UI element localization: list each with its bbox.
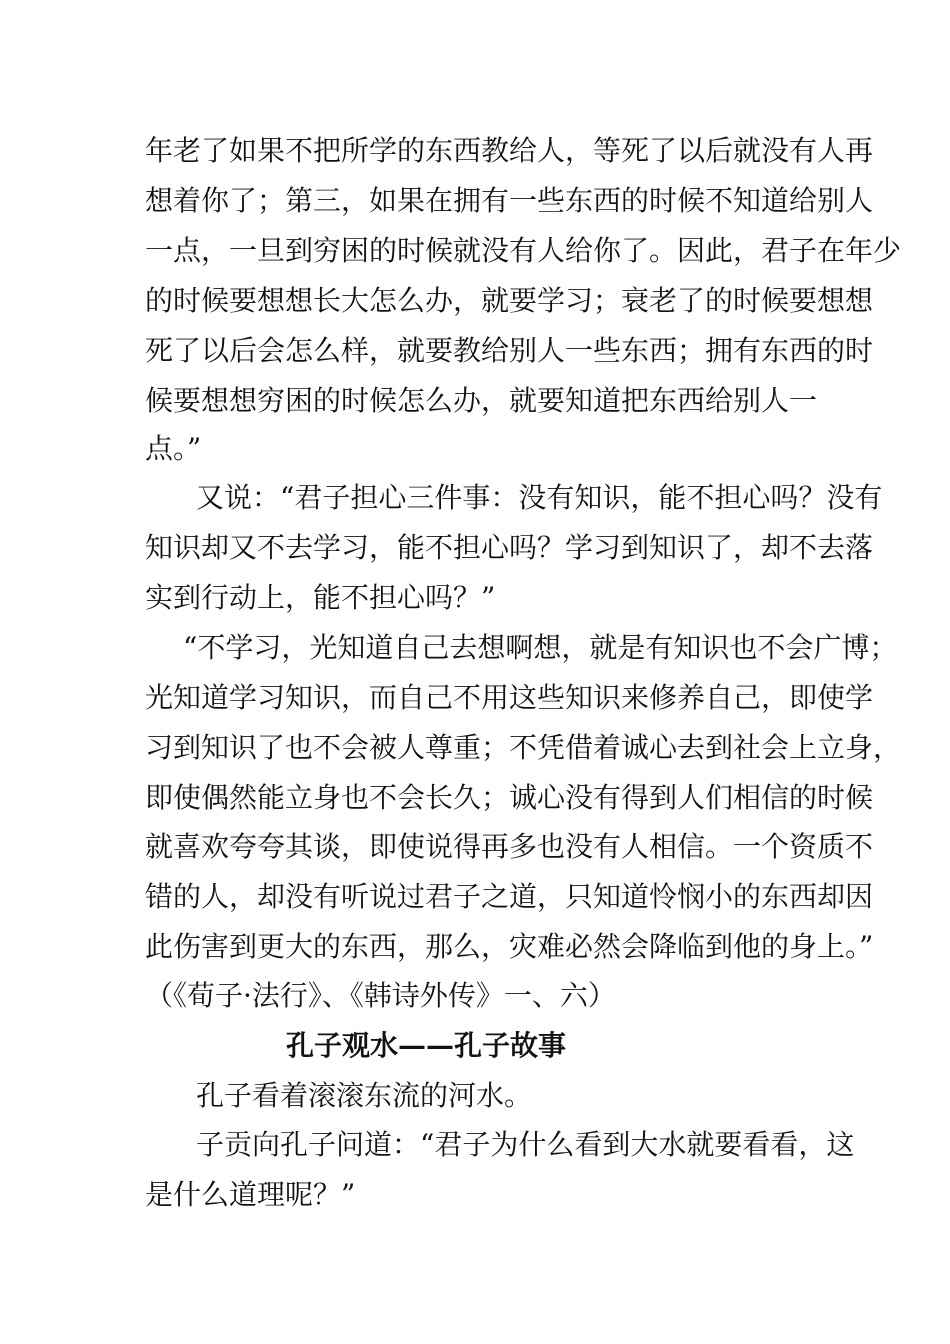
paragraph-line: 候要想想穷困的时候怎么办，就要知道把东西给别人一 [145,384,818,417]
paragraph-line: 点。” [145,432,202,465]
paragraph-line: 即使偶然能立身也不会长久；诚心没有得到人们相信的时候 [145,781,874,814]
section-heading: 孔子观水——孔子故事 [286,1029,567,1062]
paragraph-line: 的时候要想想长大怎么办，就要学习；衰老了的时候要想想 [145,284,874,317]
paragraph-line: 是什么道理呢？” [145,1178,356,1211]
paragraph-line: 又说：“君子担心三件事：没有知识，能不担心吗？没有 [196,481,883,514]
paragraph-line: 一点，一旦到穷困的时候就没有人给你了。因此，君子在年少 [145,234,902,267]
paragraph-line: 年老了如果不把所学的东西教给人，等死了以后就没有人再 [145,134,874,167]
paragraph-line: 光知道学习知识，而自己不用这些知识来修养自己，即使学 [145,681,874,714]
paragraph-line: 错的人，却没有听说过君子之道，只知道怜悯小的东西却因 [145,880,874,913]
paragraph-line: 实到行动上，能不担心吗？” [145,581,496,614]
paragraph-line: 孔子看着滚滚东流的河水。 [196,1079,533,1112]
paragraph-line: 子贡向孔子问道：“君子为什么看到大水就要看看，这 [196,1128,855,1161]
paragraph-line: “不学习，光知道自己去想啊想，就是有知识也不会广博； [183,631,898,664]
paragraph-line: 死了以后会怎么样，就要教给别人一些东西；拥有东西的时 [145,334,874,367]
citation-line: （《荀子·法行》、《韩诗外传》一、六） [145,979,616,1012]
paragraph-line: 想着你了；第三，如果在拥有一些东西的时候不知道给别人 [145,184,874,217]
paragraph-line: 知识却又不去学习，能不担心吗？学习到知识了，却不去落 [145,531,874,564]
paragraph-line: 习到知识了也不会被人尊重；不凭借着诚心去到社会上立身， [145,731,902,764]
paragraph-line: 就喜欢夸夸其谈，即使说得再多也没有人相信。一个资质不 [145,830,874,863]
paragraph-line: 此伤害到更大的东西，那么，灾难必然会降临到他的身上。” [145,930,874,963]
